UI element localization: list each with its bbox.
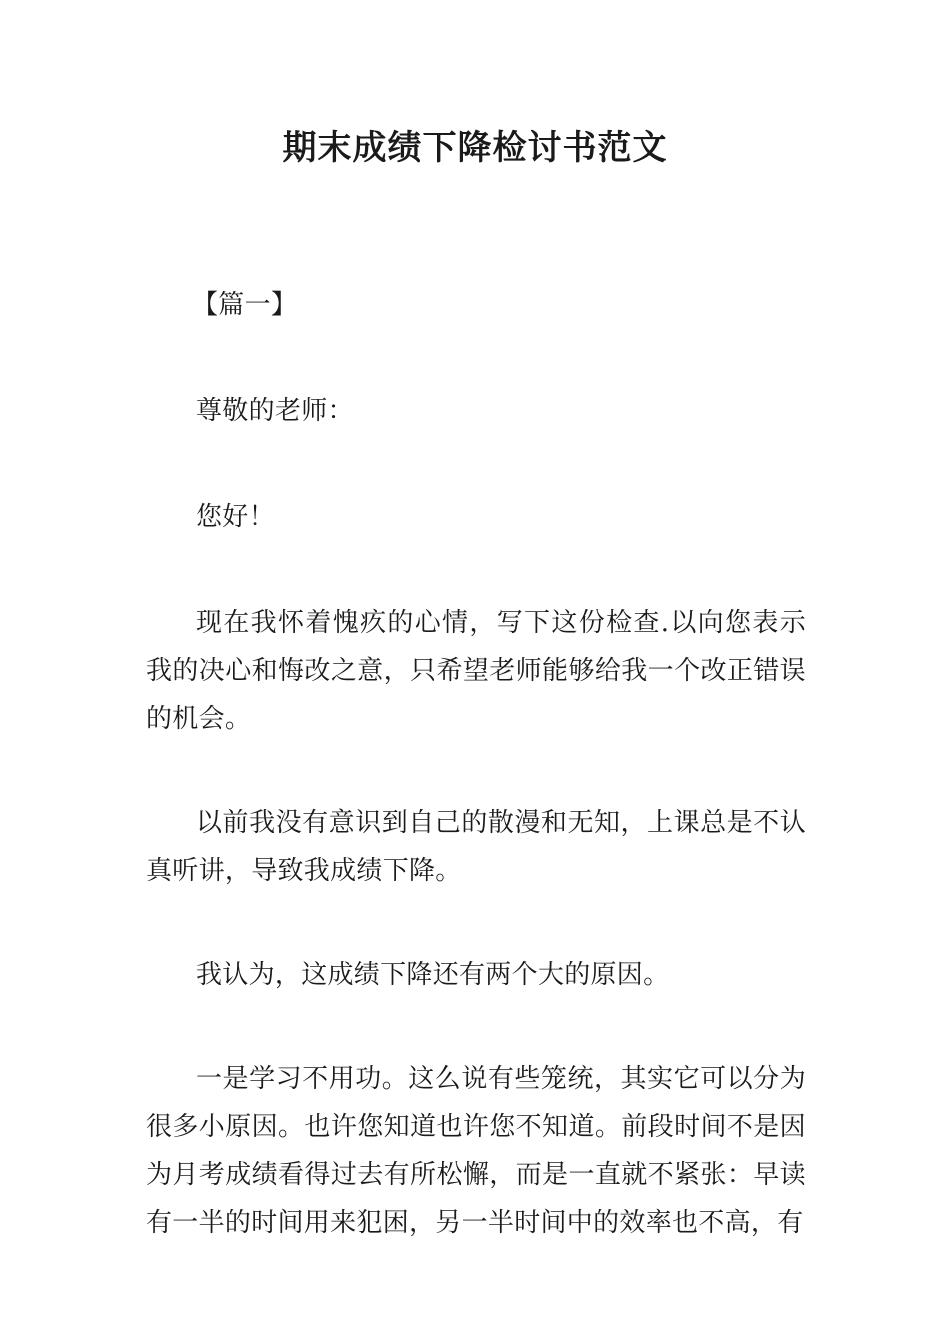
paragraph: 我认为，这成绩下降还有两个大的原因。 — [196, 960, 670, 990]
paragraph: 一是学习不用功。这么说有些笼统，其实它可以分为很多小原因。也许您知道也许您不知道。前段时间不是因为月考成绩看得过去有所松懈，而是一直就不紧张：早读有一半的时间用来犯困，另一半时间中的效率也不高，有 — [146, 1064, 806, 1238]
greeting: 您好！ — [196, 502, 275, 532]
document-body — [146, 281, 806, 1247]
document-title: 期末成绩下降检讨书范文 — [282, 128, 668, 168]
salutation: 尊敬的老师： — [196, 396, 354, 426]
section-label: 【篇一】 — [192, 290, 298, 320]
paragraph: 以前我没有意识到自己的散漫和无知，上课总是不认真听讲，导致我成绩下降。 — [146, 808, 806, 886]
paragraph: 现在我怀着愧疚的心情，写下这份检查.以向您表示我的决心和悔改之意，只希望老师能够给我一个改正错误的机会。 — [146, 608, 806, 734]
